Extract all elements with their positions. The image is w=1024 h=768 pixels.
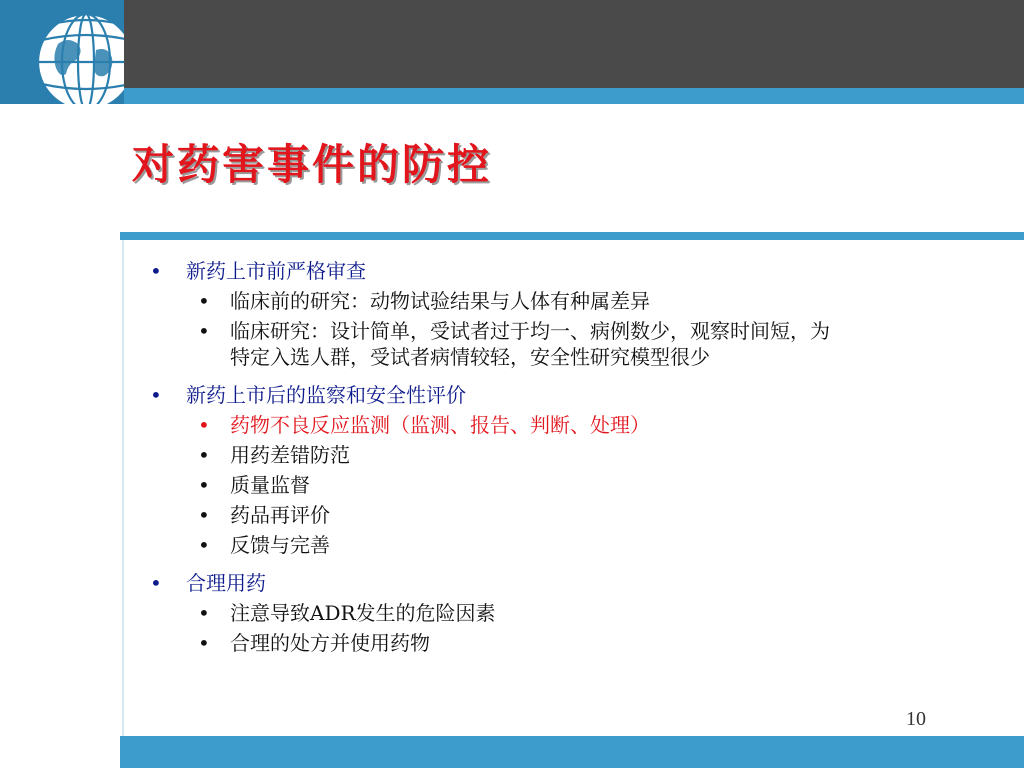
list-item-text: 用药差错防范	[230, 443, 350, 467]
bullet-marker: •	[198, 443, 210, 467]
header-band	[124, 0, 1024, 88]
list-item-text: 临床研究：设计简单，受试者过于均一、病例数少，观察时间短，为特定入选人群，受试者病情较轻，安全性研究模型很少	[230, 319, 830, 369]
bullet-marker: •	[150, 259, 162, 283]
slide-title: 对药害事件的防控	[132, 140, 493, 189]
section-heading-text: 合理用药	[186, 571, 266, 595]
list-item	[146, 502, 840, 528]
section-heading-postmarket	[146, 382, 906, 408]
list-item-text: 注意导致ADR发生的危险因素	[230, 601, 496, 625]
bullet-marker: •	[198, 289, 210, 313]
list-item	[146, 600, 840, 626]
list-item-text: 质量监督	[230, 473, 310, 497]
bullet-marker: •	[198, 413, 210, 437]
bullet-marker: •	[198, 473, 210, 497]
bullet-marker: •	[198, 319, 210, 343]
content-top-bar	[120, 232, 1024, 240]
list-item	[146, 630, 840, 656]
list-item	[146, 532, 840, 558]
section-heading-text: 新药上市前严格审查	[186, 259, 366, 283]
bullet-marker: •	[198, 533, 210, 557]
bullet-marker: •	[150, 383, 162, 407]
list-item-text: 合理的处方并使用药物	[230, 631, 430, 655]
section-heading-rational-use	[146, 570, 906, 596]
page-number: 10	[906, 708, 926, 730]
bullet-marker: •	[150, 571, 162, 595]
list-item	[146, 288, 840, 314]
list-item	[146, 318, 840, 370]
list-item	[146, 442, 840, 468]
bullet-list	[146, 258, 906, 656]
content-left-border	[122, 240, 124, 736]
list-item-text: 临床前的研究：动物试验结果与人体有种属差异	[230, 289, 650, 313]
footer-bar	[120, 736, 1024, 768]
list-item	[146, 472, 840, 498]
section-heading-text: 新药上市后的监察和安全性评价	[186, 383, 466, 407]
list-item-text: 药物不良反应监测（监测、报告、判断、处理）	[230, 413, 650, 437]
section-heading-premarket	[146, 258, 906, 284]
header-accent-bar	[124, 88, 1024, 104]
list-item-text: 反馈与完善	[230, 533, 330, 557]
bullet-marker: •	[198, 631, 210, 655]
bullet-marker: •	[198, 503, 210, 527]
bullet-marker: •	[198, 601, 210, 625]
list-item-text: 药品再评价	[230, 503, 330, 527]
list-item-highlighted	[146, 412, 840, 438]
globe-icon	[0, 0, 124, 104]
logo	[0, 0, 124, 104]
